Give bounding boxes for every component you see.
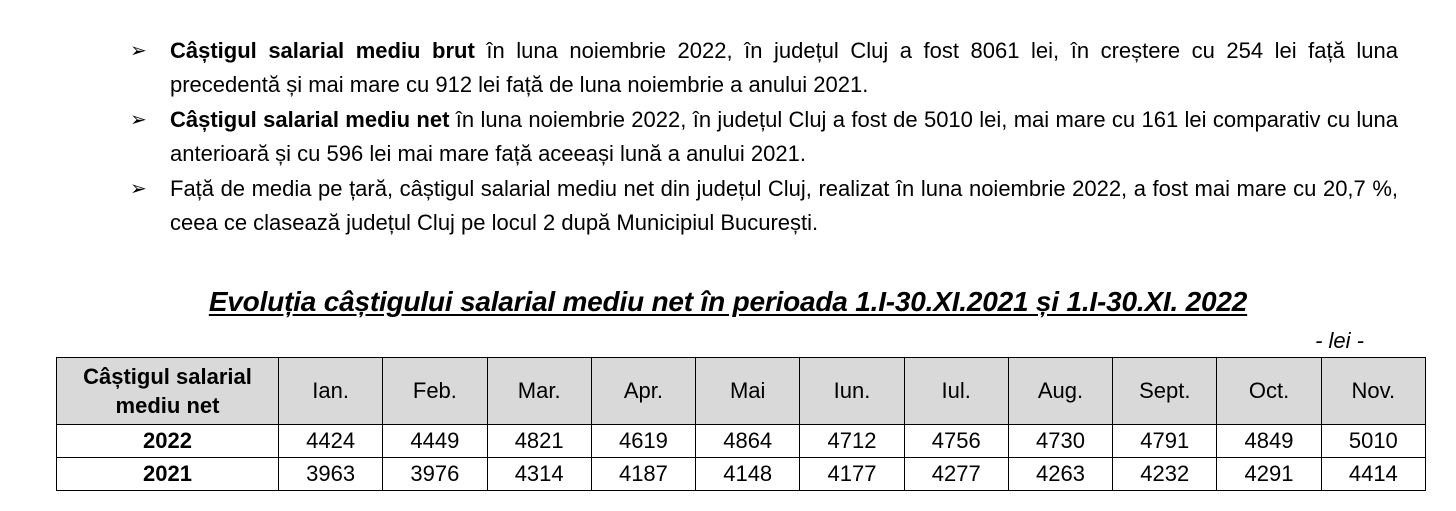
value-cell: 5010 bbox=[1321, 425, 1425, 458]
bullet-item-national-comparison bbox=[130, 172, 1398, 240]
month-header: Feb. bbox=[383, 358, 487, 425]
value-cell: 4449 bbox=[383, 425, 487, 458]
table-title: Evoluția câștigului salarial mediu net în perioada 1.I-30.XI.2021 și 1.I-30.XI. 2022 bbox=[208, 286, 1248, 317]
value-cell: 4712 bbox=[800, 425, 904, 458]
value-cell: 4424 bbox=[279, 425, 383, 458]
arrow-bullet-icon: ➢ bbox=[130, 40, 147, 62]
year-cell: 2021 bbox=[57, 458, 279, 491]
value-cell: 4232 bbox=[1113, 458, 1217, 491]
month-header: Iun. bbox=[800, 358, 904, 425]
month-header: Nov. bbox=[1321, 358, 1425, 425]
month-header: Mar. bbox=[487, 358, 591, 425]
value-cell: 4291 bbox=[1217, 458, 1321, 491]
bullet-text: Față de media pe țară, câștigul salarial mediu net din județul Cluj, realizat în luna noiembrie 2022, a fost mai mare cu 20,7 %, ceea ce clasează județul Cluj pe locul 2 după Municipiul București. bbox=[170, 176, 1398, 235]
bullet-bold-label: Câștigul salarial mediu brut bbox=[170, 38, 475, 63]
arrow-bullet-icon: ➢ bbox=[130, 178, 147, 200]
value-cell: 4864 bbox=[696, 425, 800, 458]
bullet-item-gross-salary bbox=[130, 34, 1398, 102]
bullet-bold-label: Câștigul salarial mediu net bbox=[170, 107, 450, 132]
value-cell: 4414 bbox=[1321, 458, 1425, 491]
month-header: Mai bbox=[696, 358, 800, 425]
value-cell: 4849 bbox=[1217, 425, 1321, 458]
arrow-bullet-icon: ➢ bbox=[130, 109, 147, 131]
value-cell: 4821 bbox=[487, 425, 591, 458]
bullet-text: în luna noiembrie 2022, în județul Cluj a fost 8061 lei, în creștere cu 254 lei față luna precedentă și mai mare cu 912 lei față de luna noiembrie a anului 2021. bbox=[170, 38, 1398, 97]
year-cell: 2022 bbox=[57, 425, 279, 458]
month-header: Aug. bbox=[1008, 358, 1112, 425]
value-cell: 4791 bbox=[1113, 425, 1217, 458]
value-cell: 3963 bbox=[279, 458, 383, 491]
value-cell: 4756 bbox=[904, 425, 1008, 458]
month-header: Sept. bbox=[1113, 358, 1217, 425]
corner-header: Câștigul salarial mediu net bbox=[57, 358, 279, 425]
value-cell: 4177 bbox=[800, 458, 904, 491]
value-cell: 4263 bbox=[1008, 458, 1112, 491]
table-body bbox=[57, 425, 1426, 491]
month-header: Iul. bbox=[904, 358, 1008, 425]
salary-table bbox=[56, 357, 1426, 491]
table-header-row bbox=[57, 358, 1426, 425]
month-header: Apr. bbox=[591, 358, 695, 425]
value-cell: 4730 bbox=[1008, 425, 1112, 458]
bullet-item-net-salary bbox=[130, 103, 1398, 171]
month-header: Ian. bbox=[279, 358, 383, 425]
value-cell: 4187 bbox=[591, 458, 695, 491]
value-cell: 4619 bbox=[591, 425, 695, 458]
unit-label: - lei - bbox=[1315, 328, 1364, 353]
month-header: Oct. bbox=[1217, 358, 1321, 425]
bullet-text: în luna noiembrie 2022, în județul Cluj a fost de 5010 lei, mai mare cu 161 lei comparativ cu luna anterioară și cu 596 lei mai mare față aceeași lună a anului 2021. bbox=[170, 107, 1398, 166]
value-cell: 4314 bbox=[487, 458, 591, 491]
value-cell: 4148 bbox=[696, 458, 800, 491]
bullet-list bbox=[130, 34, 1398, 241]
table-row bbox=[57, 425, 1426, 458]
table-row bbox=[57, 458, 1426, 491]
value-cell: 4277 bbox=[904, 458, 1008, 491]
value-cell: 3976 bbox=[383, 458, 487, 491]
